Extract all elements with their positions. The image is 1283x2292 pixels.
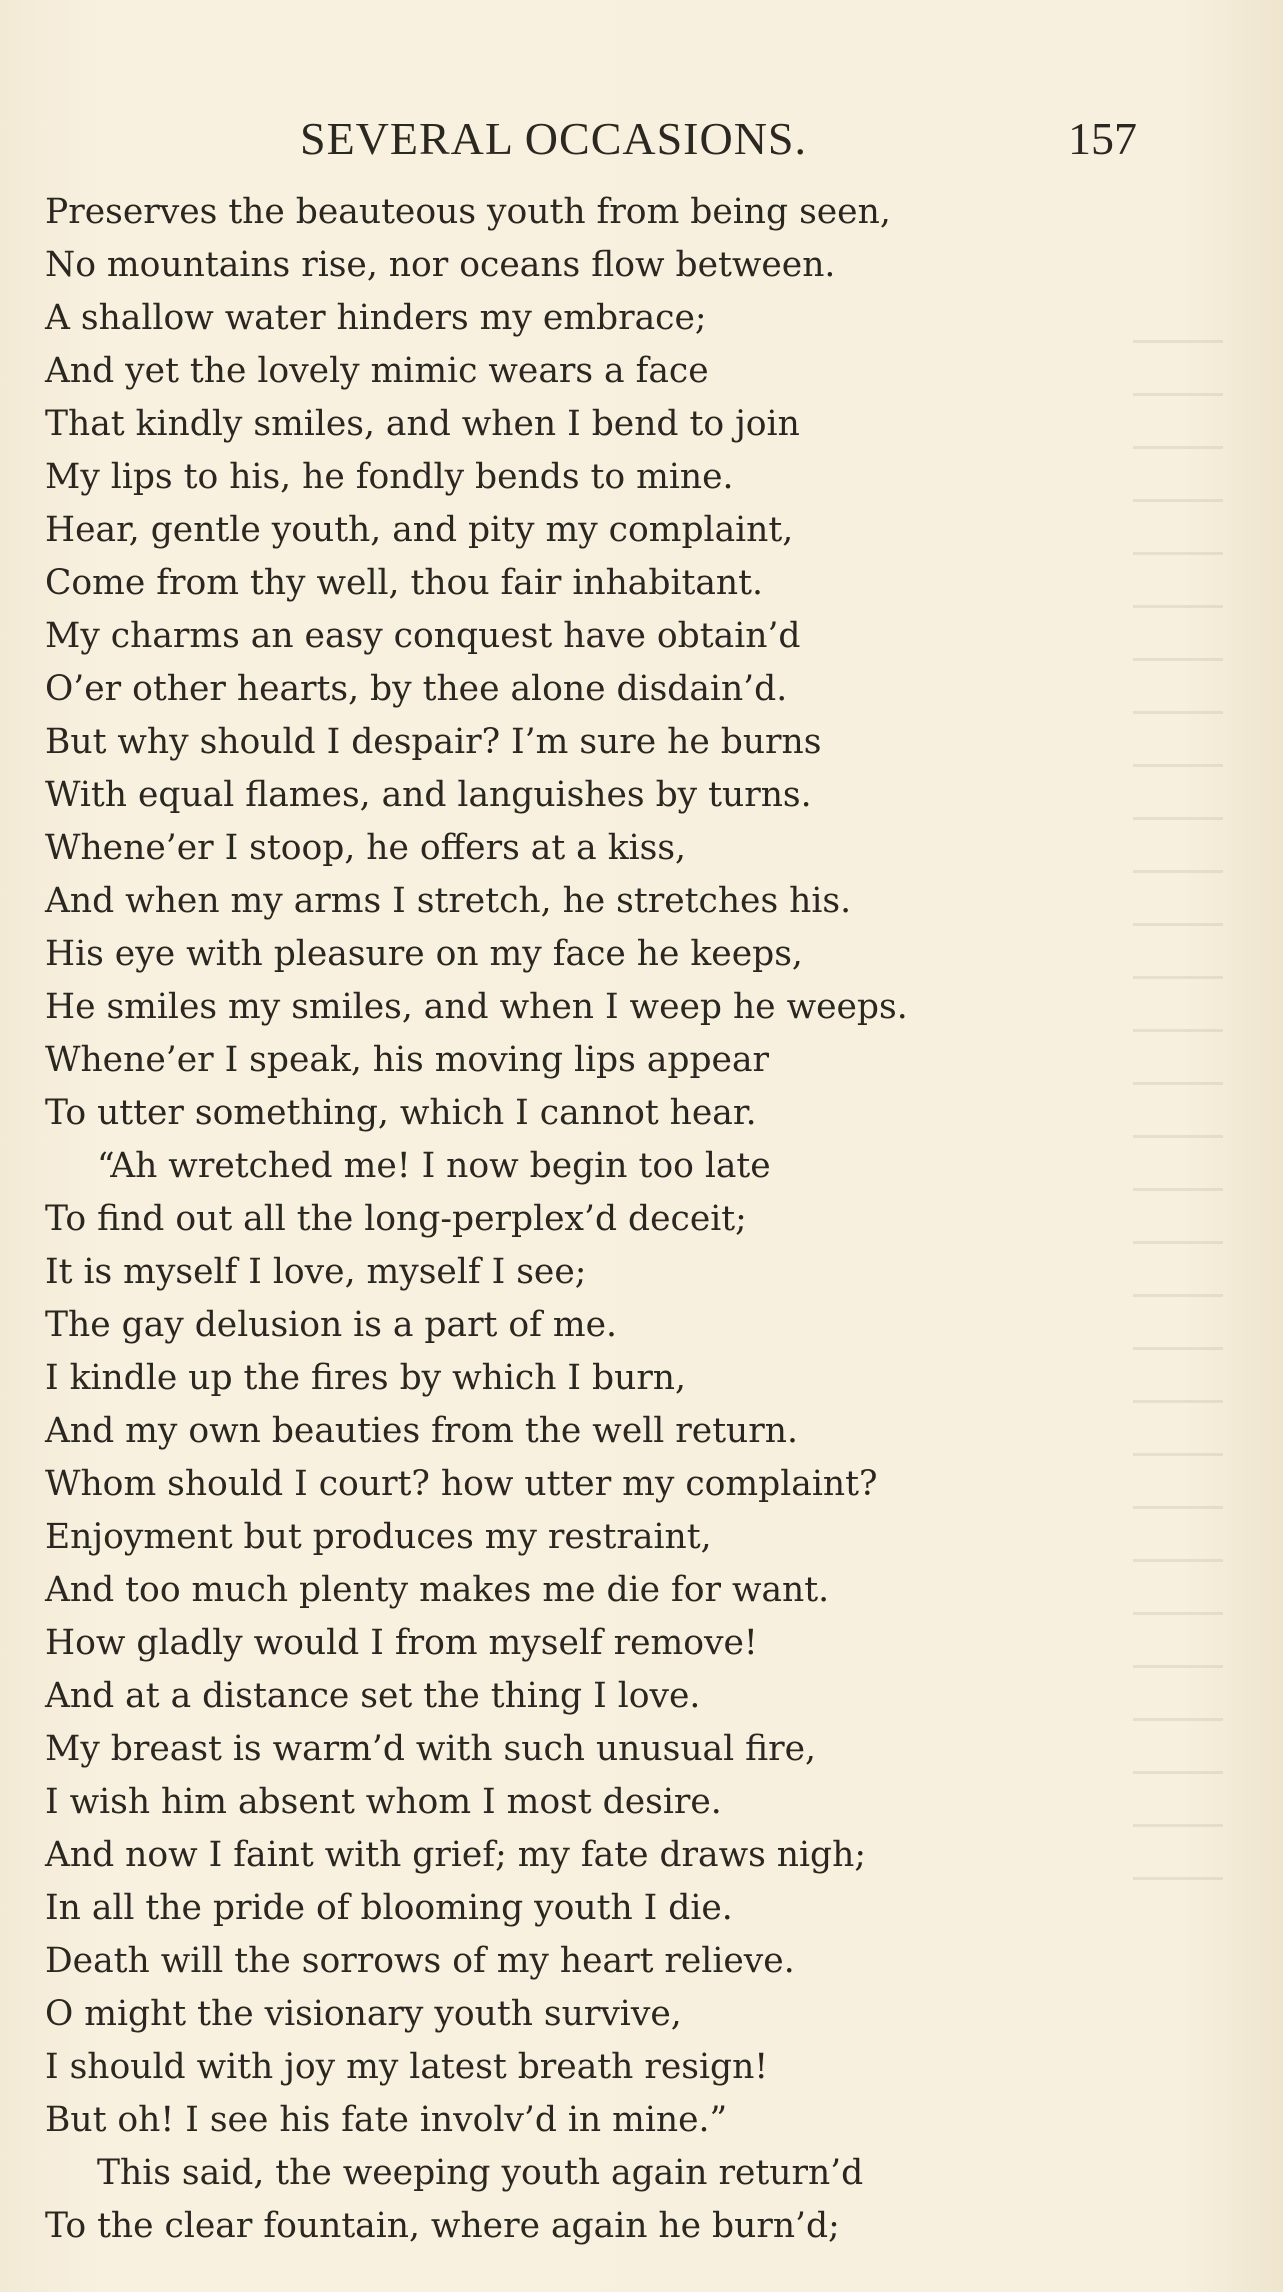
poem-line: Whene’er I stoop, he offers at a kiss,: [45, 828, 687, 868]
poem-line: I kindle up the fires by which I burn,: [45, 1358, 686, 1398]
poem-line: But oh! I see his fate involv’d in mine.”: [45, 2100, 728, 2140]
poem-line: And too much plenty makes me die for want.: [45, 1570, 830, 1610]
poem-line: To find out all the long-perplex’d deceit;: [45, 1199, 747, 1239]
poem-line: My charms an easy conquest have obtain’d: [45, 616, 801, 656]
poem-line: “Ah wretched me! I now begin too late: [97, 1146, 771, 1186]
poem-line: I should with joy my latest breath resign!: [45, 2047, 769, 2087]
poem-line: Enjoyment but produces my restraint,: [45, 1517, 712, 1557]
poem-line: It is myself I love, myself I see;: [45, 1252, 587, 1292]
page-number: 157: [1068, 113, 1137, 164]
page-header: [0, 112, 1283, 172]
poem-line: A shallow water hinders my embrace;: [45, 298, 707, 338]
poem-line: Whom should I court? how utter my complaint?: [45, 1464, 878, 1504]
poem-line: Whene’er I speak, his moving lips appear: [45, 1040, 770, 1080]
poem-line: And when my arms I stretch, he stretches his.: [45, 881, 852, 921]
poem-line: The gay delusion is a part of me.: [45, 1305, 617, 1345]
poem-line: O might the visionary youth survive,: [45, 1994, 682, 2034]
poem-line: Preserves the beauteous youth from being seen,: [45, 192, 891, 232]
poem-line: His eye with pleasure on my face he keeps,: [45, 934, 803, 974]
poem-line: And my own beauties from the well return.: [45, 1411, 798, 1451]
poem-line: That kindly smiles, and when I bend to join: [45, 404, 800, 444]
poem-line: He smiles my smiles, and when I weep he weeps.: [45, 987, 908, 1027]
poem-line: With equal flames, and languishes by turns.: [45, 775, 812, 815]
running-head: SEVERAL OCCASIONS.: [300, 113, 808, 164]
poem-line: O’er other hearts, by thee alone disdain’d.: [45, 669, 788, 709]
poem-line: And at a distance set the thing I love.: [45, 1676, 701, 1716]
poem-line: Hear, gentle youth, and pity my complaint,: [45, 510, 794, 550]
poem-line: My breast is warm’d with such unusual fire,: [45, 1729, 816, 1769]
poem-line: Come from thy well, thou fair inhabitant.: [45, 563, 763, 603]
poem-line: My lips to his, he fondly bends to mine.: [45, 457, 734, 497]
poem-line: Death will the sorrows of my heart relieve.: [45, 1941, 795, 1981]
poem-line: How gladly would I from myself remove!: [45, 1623, 758, 1663]
poem-line: And yet the lovely mimic wears a face: [45, 351, 709, 391]
poem-text: [45, 186, 1165, 2253]
poem-line: In all the pride of blooming youth I die.: [45, 1888, 733, 1928]
poem-line: To the clear fountain, where again he burn’d;: [45, 2206, 840, 2246]
poem-line: But why should I despair? I’m sure he burns: [45, 722, 822, 762]
poem-line: And now I faint with grief; my fate draws nigh;: [45, 1835, 866, 1875]
poem-line: This said, the weeping youth again return’d: [97, 2153, 864, 2193]
poem-line: No mountains rise, nor oceans flow between.: [45, 245, 836, 285]
poem-line: To utter something, which I cannot hear.: [45, 1093, 757, 1133]
poem-line: I wish him absent whom I most desire.: [45, 1782, 722, 1822]
